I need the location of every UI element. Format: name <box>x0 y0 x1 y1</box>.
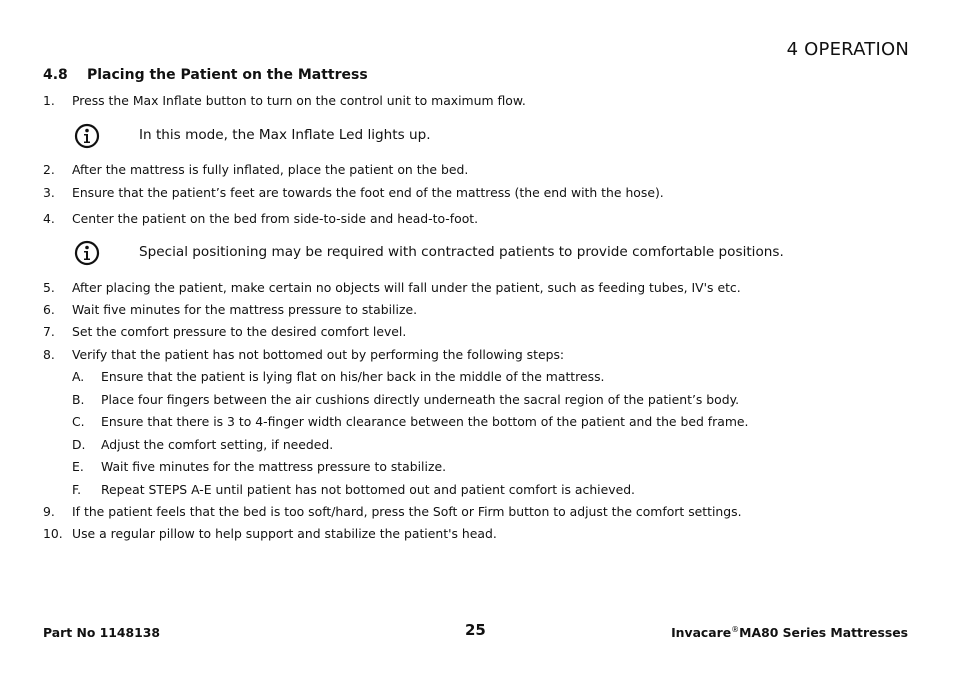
step-3 <box>43 185 664 200</box>
section-title <box>43 67 368 83</box>
info-icon <box>74 123 100 149</box>
step-2 <box>43 162 468 177</box>
step-text: If the patient feels that the bed is too soft/hard, press the Soft or Firm button to adjust the comfort settings. <box>72 504 742 519</box>
step-number: 5. <box>43 280 55 295</box>
product-name: MA80 Series Mattresses <box>739 625 908 641</box>
page-number: 25 <box>465 621 486 639</box>
step-number: 9. <box>43 504 55 519</box>
section-title-text: Placing the Patient on the Mattress <box>87 67 368 83</box>
substep-text: Repeat STEPS A-E until patient has not bottomed out and patient comfort is achieved. <box>101 482 635 497</box>
step-number: 8. <box>43 347 55 362</box>
substep-letter: E. <box>72 459 84 474</box>
substep-letter: A. <box>72 369 85 384</box>
footer-part-number: Part No 1148138 <box>43 625 161 640</box>
substep-c <box>72 414 748 429</box>
substep-b <box>72 392 739 407</box>
step-text: Wait five minutes for the mattress pressure to stabilize. <box>72 302 418 317</box>
step-number: 1. <box>43 93 55 108</box>
note-text: In this mode, the Max Inflate Led lights up. <box>139 127 431 143</box>
substep-letter: B. <box>72 392 85 407</box>
substep-text: Ensure that there is 3 to 4-finger width clearance between the bottom of the patient and the bed frame. <box>101 414 749 429</box>
substep-letter: D. <box>72 437 86 452</box>
substep-text: Adjust the comfort setting, if needed. <box>101 437 334 452</box>
substep-a <box>72 369 604 384</box>
step-text: Center the patient on the bed from side-to-side and head-to-foot. <box>72 211 479 226</box>
step-number: 7. <box>43 324 55 339</box>
step-4 <box>43 211 478 226</box>
substep-f <box>72 482 635 497</box>
step-1 <box>43 93 526 108</box>
substep-e <box>72 459 446 474</box>
registered-mark: ® <box>731 625 740 634</box>
step-text: Ensure that the patient’s feet are towards the foot end of the mattress (the end with the hose). <box>72 185 664 200</box>
note-text: Special positioning may be required with contracted patients to provide comfortable positions. <box>139 244 784 260</box>
step-5 <box>43 280 741 295</box>
step-6 <box>43 302 417 317</box>
substep-text: Ensure that the patient is lying flat on his/her back in the middle of the mattress. <box>101 369 605 384</box>
step-7 <box>43 324 406 339</box>
step-number: 6. <box>43 302 55 317</box>
substep-text: Place four fingers between the air cushions directly underneath the sacral region of the patient’s body. <box>101 392 740 407</box>
chapter-heading: 4 OPERATION <box>786 39 909 60</box>
footer-product <box>671 625 908 640</box>
step-number: 10. <box>43 526 63 541</box>
step-text: Use a regular pillow to help support and stabilize the patient's head. <box>72 526 497 541</box>
substep-d <box>72 437 333 452</box>
info-icon <box>74 240 100 266</box>
step-number: 4. <box>43 211 55 226</box>
step-text: Verify that the patient has not bottomed out by performing the following steps: <box>72 347 565 362</box>
brand-name: Invacare <box>671 625 732 641</box>
substep-letter: F. <box>72 482 82 497</box>
substep-letter: C. <box>72 414 85 429</box>
step-number: 3. <box>43 185 55 200</box>
section-number: 4.8 <box>43 67 68 83</box>
step-text: After placing the patient, make certain no objects will fall under the patient, such as feeding tubes, IV's etc. <box>72 280 741 295</box>
step-text: After the mattress is fully inflated, place the patient on the bed. <box>72 162 469 177</box>
step-number: 2. <box>43 162 55 177</box>
step-8 <box>43 347 564 362</box>
step-10 <box>43 526 497 541</box>
substep-text: Wait five minutes for the mattress pressure to stabilize. <box>101 459 447 474</box>
step-text: Set the comfort pressure to the desired comfort level. <box>72 324 407 339</box>
step-9 <box>43 504 742 519</box>
step-text: Press the Max Inflate button to turn on the control unit to maximum flow. <box>72 93 526 108</box>
